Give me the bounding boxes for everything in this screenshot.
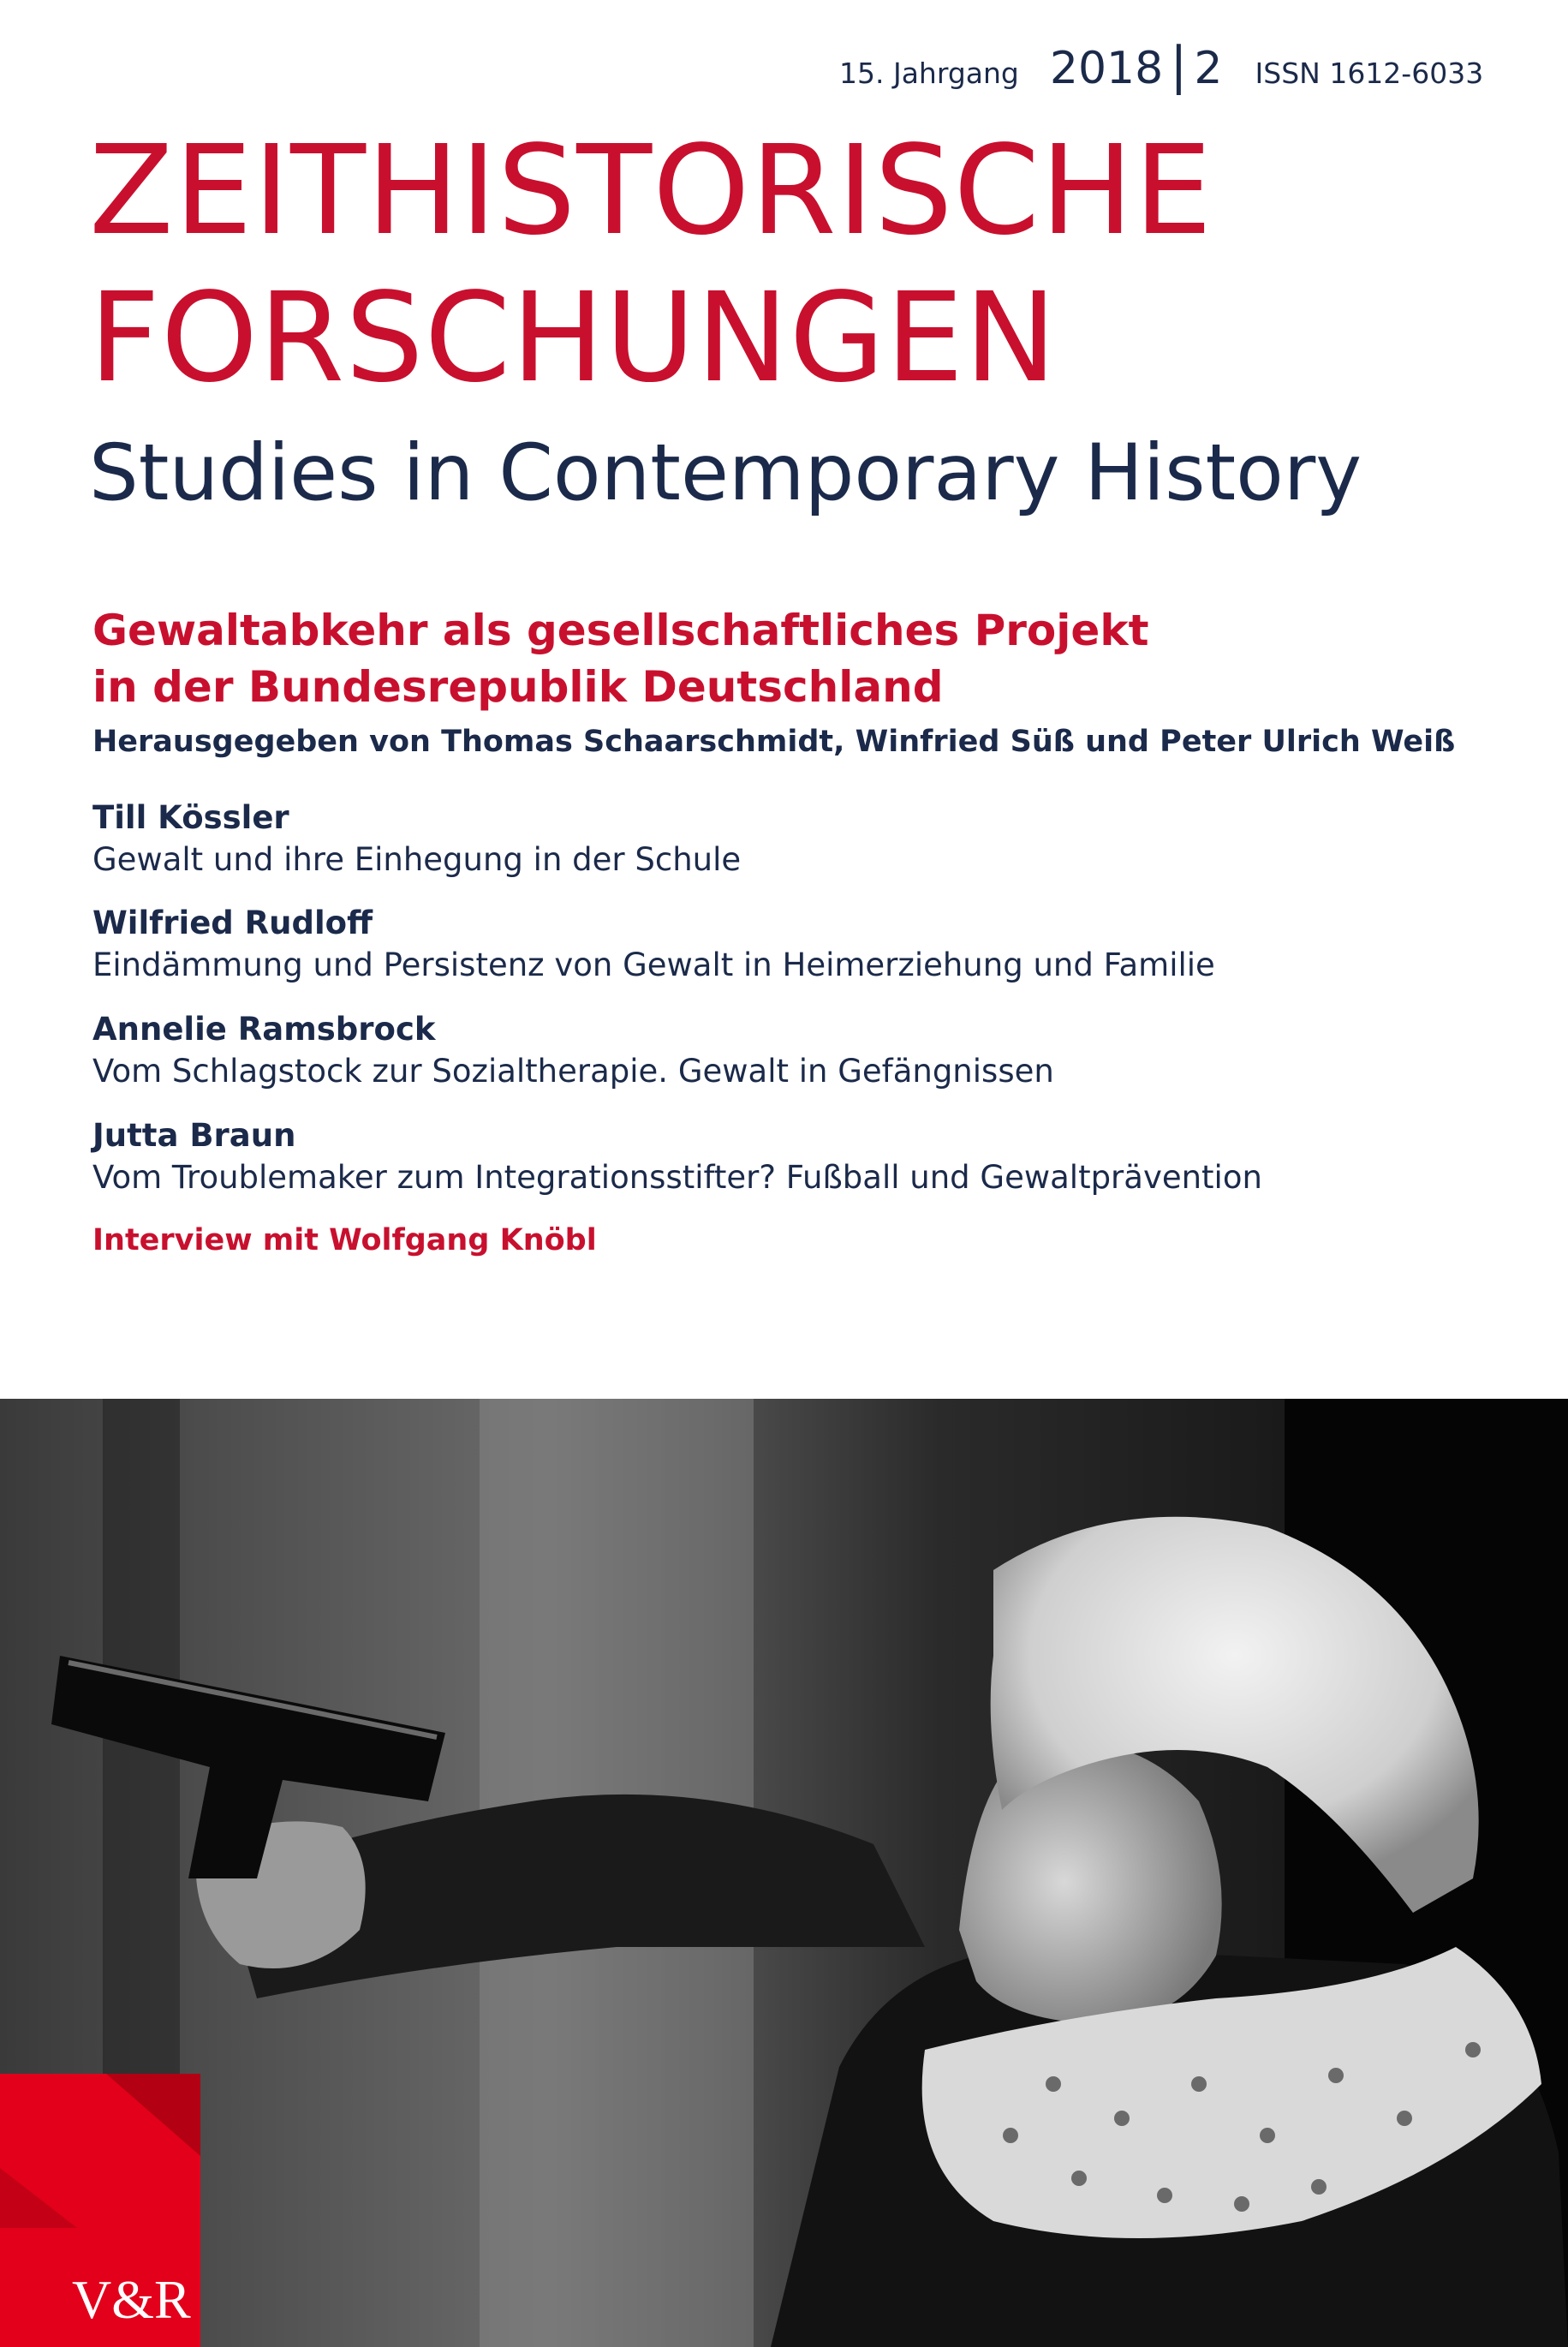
- article-author: Jutta Braun: [92, 1117, 296, 1154]
- journal-subtitle: Studies in Contemporary History: [89, 428, 1362, 518]
- publisher-logo-text: V&R: [72, 2269, 191, 2330]
- article-title: Eindämmung und Persistenz von Gewalt in Heimerziehung und Familie: [92, 947, 1215, 983]
- interview-line: Interview mit Wolfgang Knöbl: [92, 1223, 597, 1257]
- publisher-logo: [0, 2074, 200, 2347]
- article-title: Vom Troublemaker zum Integrationsstifter? Fußball und Gewaltprävention: [92, 1159, 1262, 1196]
- article-author: Till Kössler: [92, 799, 289, 836]
- volume-label: 15. Jahrgang: [839, 57, 1019, 90]
- theme-editors: Herausgegeben von Thomas Schaarschmidt, Winfried Süß und Peter Ulrich Weiß: [92, 725, 1456, 759]
- article-title: Vom Schlagstock zur Sozialtherapie. Gewalt in Gefängnissen: [92, 1053, 1054, 1090]
- issue-separator: |: [1170, 36, 1188, 96]
- logo-shape-top: [106, 2074, 200, 2156]
- cover-photo-illustration: [0, 1399, 1568, 2347]
- article-author: Wilfried Rudloff: [92, 905, 373, 941]
- article-title: Gewalt und ihre Einhegung in der Schule: [92, 841, 742, 878]
- issue-number: 2: [1194, 43, 1223, 94]
- logo-shape-left: [0, 2168, 77, 2228]
- theme-title-line-2: in der Bundesrepublik Deutschland: [92, 662, 944, 712]
- article-author: Annelie Ramsbrock: [92, 1011, 436, 1048]
- journal-title-line-2: FORSCHUNGEN: [89, 266, 1058, 409]
- issue-info: [839, 36, 1484, 96]
- issue-year: 2018: [1049, 43, 1164, 94]
- cover-photo: [0, 1399, 1568, 2347]
- journal-title-line-1: ZEITHISTORISCHE: [89, 118, 1213, 262]
- theme-title-line-1: Gewaltabkehr als gesellschaftliches Projekt: [92, 606, 1149, 655]
- issn-label: ISSN 1612-6033: [1255, 57, 1484, 90]
